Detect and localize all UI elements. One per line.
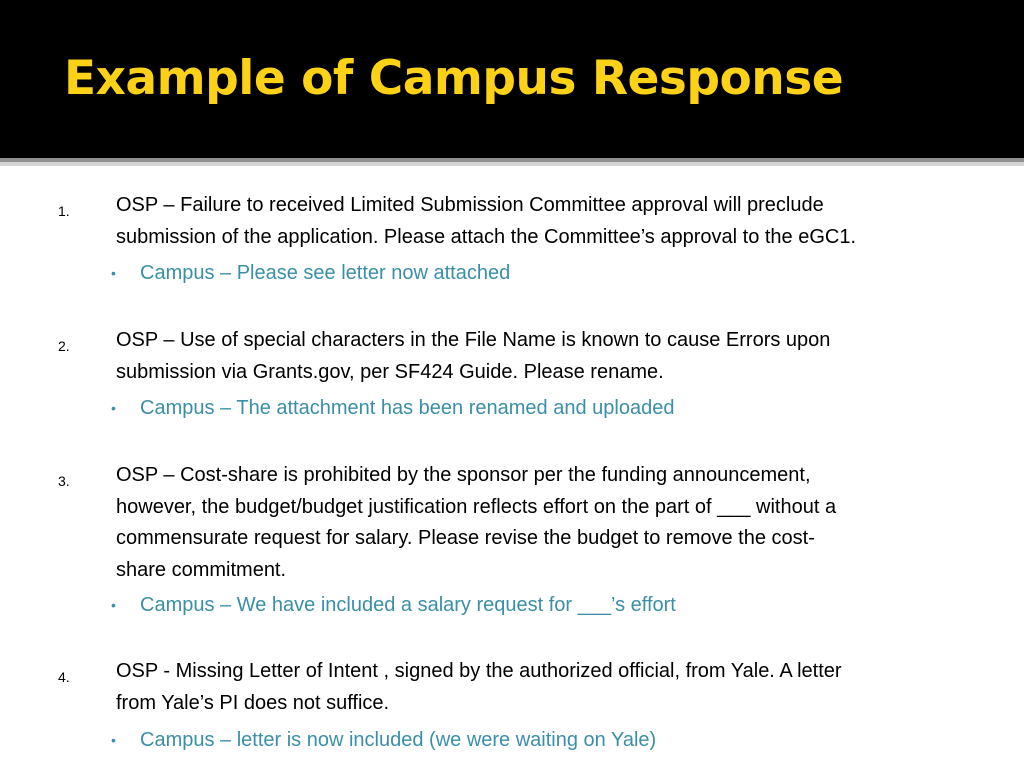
item-text-line: commensurate request for salary. Please revise the budget to remove the cost-: [116, 527, 815, 549]
item-text-line: OSP – Failure to received Limited Submission Committee approval will preclude: [116, 194, 824, 216]
slide-title: Example of Campus Response: [64, 51, 844, 106]
item-text-line: submission of the application. Please attach the Committee’s approval to the eGC1.: [116, 225, 857, 248]
item-text: [116, 460, 1006, 586]
response-text: Campus – We have included a salary request for ___’s effort: [140, 594, 676, 616]
item-number: 3.: [58, 473, 70, 489]
response-text: Campus – The attachment has been renamed and uploaded: [140, 397, 675, 419]
item-text: [116, 656, 1006, 719]
item-text-line: from Yale’s PI does not suffice.: [116, 691, 390, 714]
item-text: [116, 190, 1006, 253]
bullet-icon: •: [111, 597, 116, 613]
item-text-line: OSP – Cost-share is prohibited by the sponsor per the funding announcement,: [116, 464, 811, 486]
item-text-line: OSP – Use of special characters in the File Name is known to cause Errors upon: [116, 329, 831, 351]
item-number: 1.: [58, 203, 70, 219]
item-text: [116, 325, 1006, 388]
item-text-line: OSP - Missing Letter of Intent , signed by the authorized official, from Yale. A letter: [116, 660, 842, 682]
item-text-line: share commitment.: [116, 558, 287, 581]
bullet-icon: •: [111, 265, 116, 281]
item-number: 4.: [58, 669, 70, 685]
bullet-icon: •: [111, 400, 116, 416]
item-text-line: however, the budget/budget justification reflects effort on the part of ___ without a: [116, 495, 837, 518]
bullet-icon: •: [111, 732, 116, 748]
response-text: Campus – letter is now included (we were waiting on Yale): [140, 729, 657, 751]
item-number: 2.: [58, 338, 70, 354]
response-text: Campus – Please see letter now attached: [140, 262, 511, 284]
item-text-line: submission via Grants.gov, per SF424 Guide. Please rename.: [116, 360, 664, 383]
